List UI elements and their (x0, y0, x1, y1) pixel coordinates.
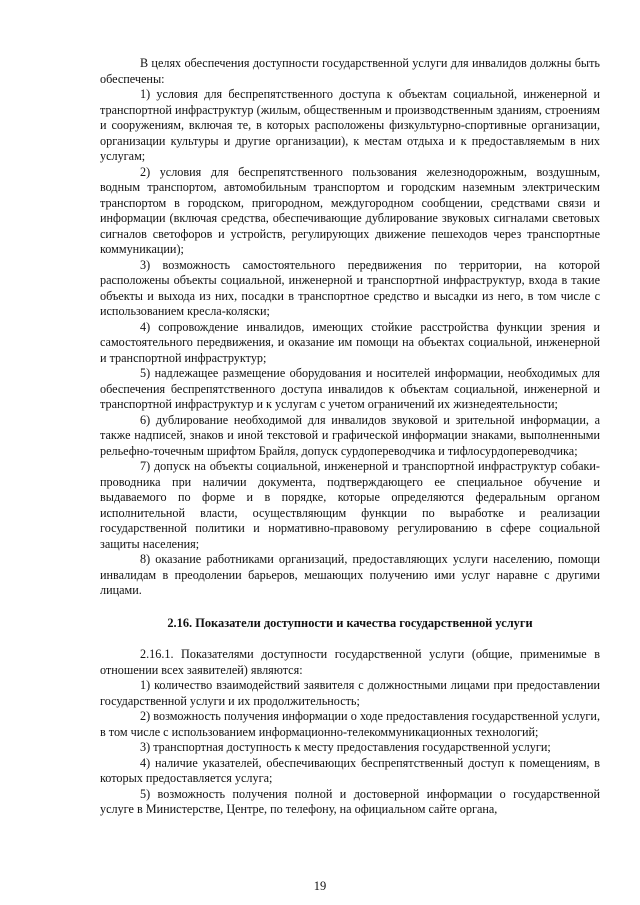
document-body (100, 56, 600, 818)
page-number: 19 (313, 879, 327, 893)
paragraph-item-3: 3) возможность самостоятельного передвижения по территории, на которой расположены объекты социальной, инженерной и транспортной инфраструктур, входа в такие объекты и выхода из них, посадки в транспортное средство и высадки из него, в том числе с использованием кресла-коляски; (100, 257, 600, 318)
section-paragraph-intro: 2.16.1. Показателями доступности государственной услуги (общие, применимые в отношении всех заявителей) являются: (100, 647, 600, 677)
section-paragraph-item-2: 2) возможность получения информации о ходе предоставления государственной услуги, в том числе с использованием информационно-телекоммуникационных технологий; (100, 709, 600, 739)
paragraph-item-6: 6) дублирование необходимой для инвалидов звуковой и зрительной информации, а также надписей, знаков и иной текстовой и графической информации знаками, выполненными рельефно-точечным шрифтом Брайля, допуск сурдопереводчика и тифлосурдопереводчика; (100, 412, 600, 458)
section-heading: 2.16. Показатели доступности и качества государственной услуги (167, 615, 533, 630)
paragraph-item-8: 8) оказание работниками организаций, предоставляющих услуги населению, помощи инвалидам в преодолении барьеров, мешающих получению ими услуг наравне с другими лицами. (100, 552, 600, 597)
paragraph-intro: В целях обеспечения доступности государственной услуги для инвалидов должны быть обеспечены: (100, 56, 600, 86)
paragraph-item-7: 7) допуск на объекты социальной, инженерной и транспортной инфраструктур собаки-проводника при наличии документа, подтверждающего ее специальное обучение и выдаваемого по форме и в порядке, которые определяются федеральным органом исполнительной власти, осуществляющим функции по выработке и реализации государственной политики и нормативно-правовому регулированию в сфере социальной защиты населения; (100, 459, 600, 551)
section-paragraph-item-3: 3) транспортная доступность к месту предоставления государственной услуги; (140, 740, 551, 754)
paragraph-item-5: 5) надлежащее размещение оборудования и носителей информации, необходимых для обеспечения беспрепятственного доступа инвалидов к объектам социальной, инженерной и транспортной инфраструктур и к услугам с учетом ограничений их жизнедеятельности; (100, 366, 600, 411)
section-paragraph-item-4: 4) наличие указателей, обеспечивающих беспрепятственный доступ к помещениям, в которых предоставляется услуга; (100, 755, 600, 785)
section-paragraph-item-5: 5) возможность получения полной и достоверной информации о государственной услуге в Министерстве, Центре, по телефону, на официальном сайте органа, (100, 786, 600, 816)
paragraph-item-4: 4) сопровождение инвалидов, имеющих стойкие расстройства функции зрения и самостоятельного передвижения, и оказание им помощи на объектах социальной, инженерной и транспортной инфраструктур; (100, 319, 600, 365)
section-paragraph-item-1: 1) количество взаимодействий заявителя с должностными лицами при предоставлении государственной услуги и их продолжительность; (100, 678, 600, 708)
paragraph-item-2: 2) условия для беспрепятственного пользования железнодорожным, воздушным, водным транспортом, автомобильным транспортом и городским наземным электрическим транспортом в городском, пригородном, междугородном сообщении, средствами связи и информации (включая средства, обеспечивающие дублирование звуковых сигналами световых сигналов светофоров и устройств, регулирующих движение пешеходов через транспортные коммуникации); (100, 164, 600, 256)
paragraph-item-1: 1) условия для беспрепятственного доступа к объектам социальной, инженерной и транспортной инфраструктур (жилым, общественным и производственным зданиям, строениям и сооружениям, включая те, в которых расположены физкультурно-спортивные организации, организации культуры и другие организации), к местам отдыха и к предоставляемым в них услугам; (100, 87, 600, 163)
